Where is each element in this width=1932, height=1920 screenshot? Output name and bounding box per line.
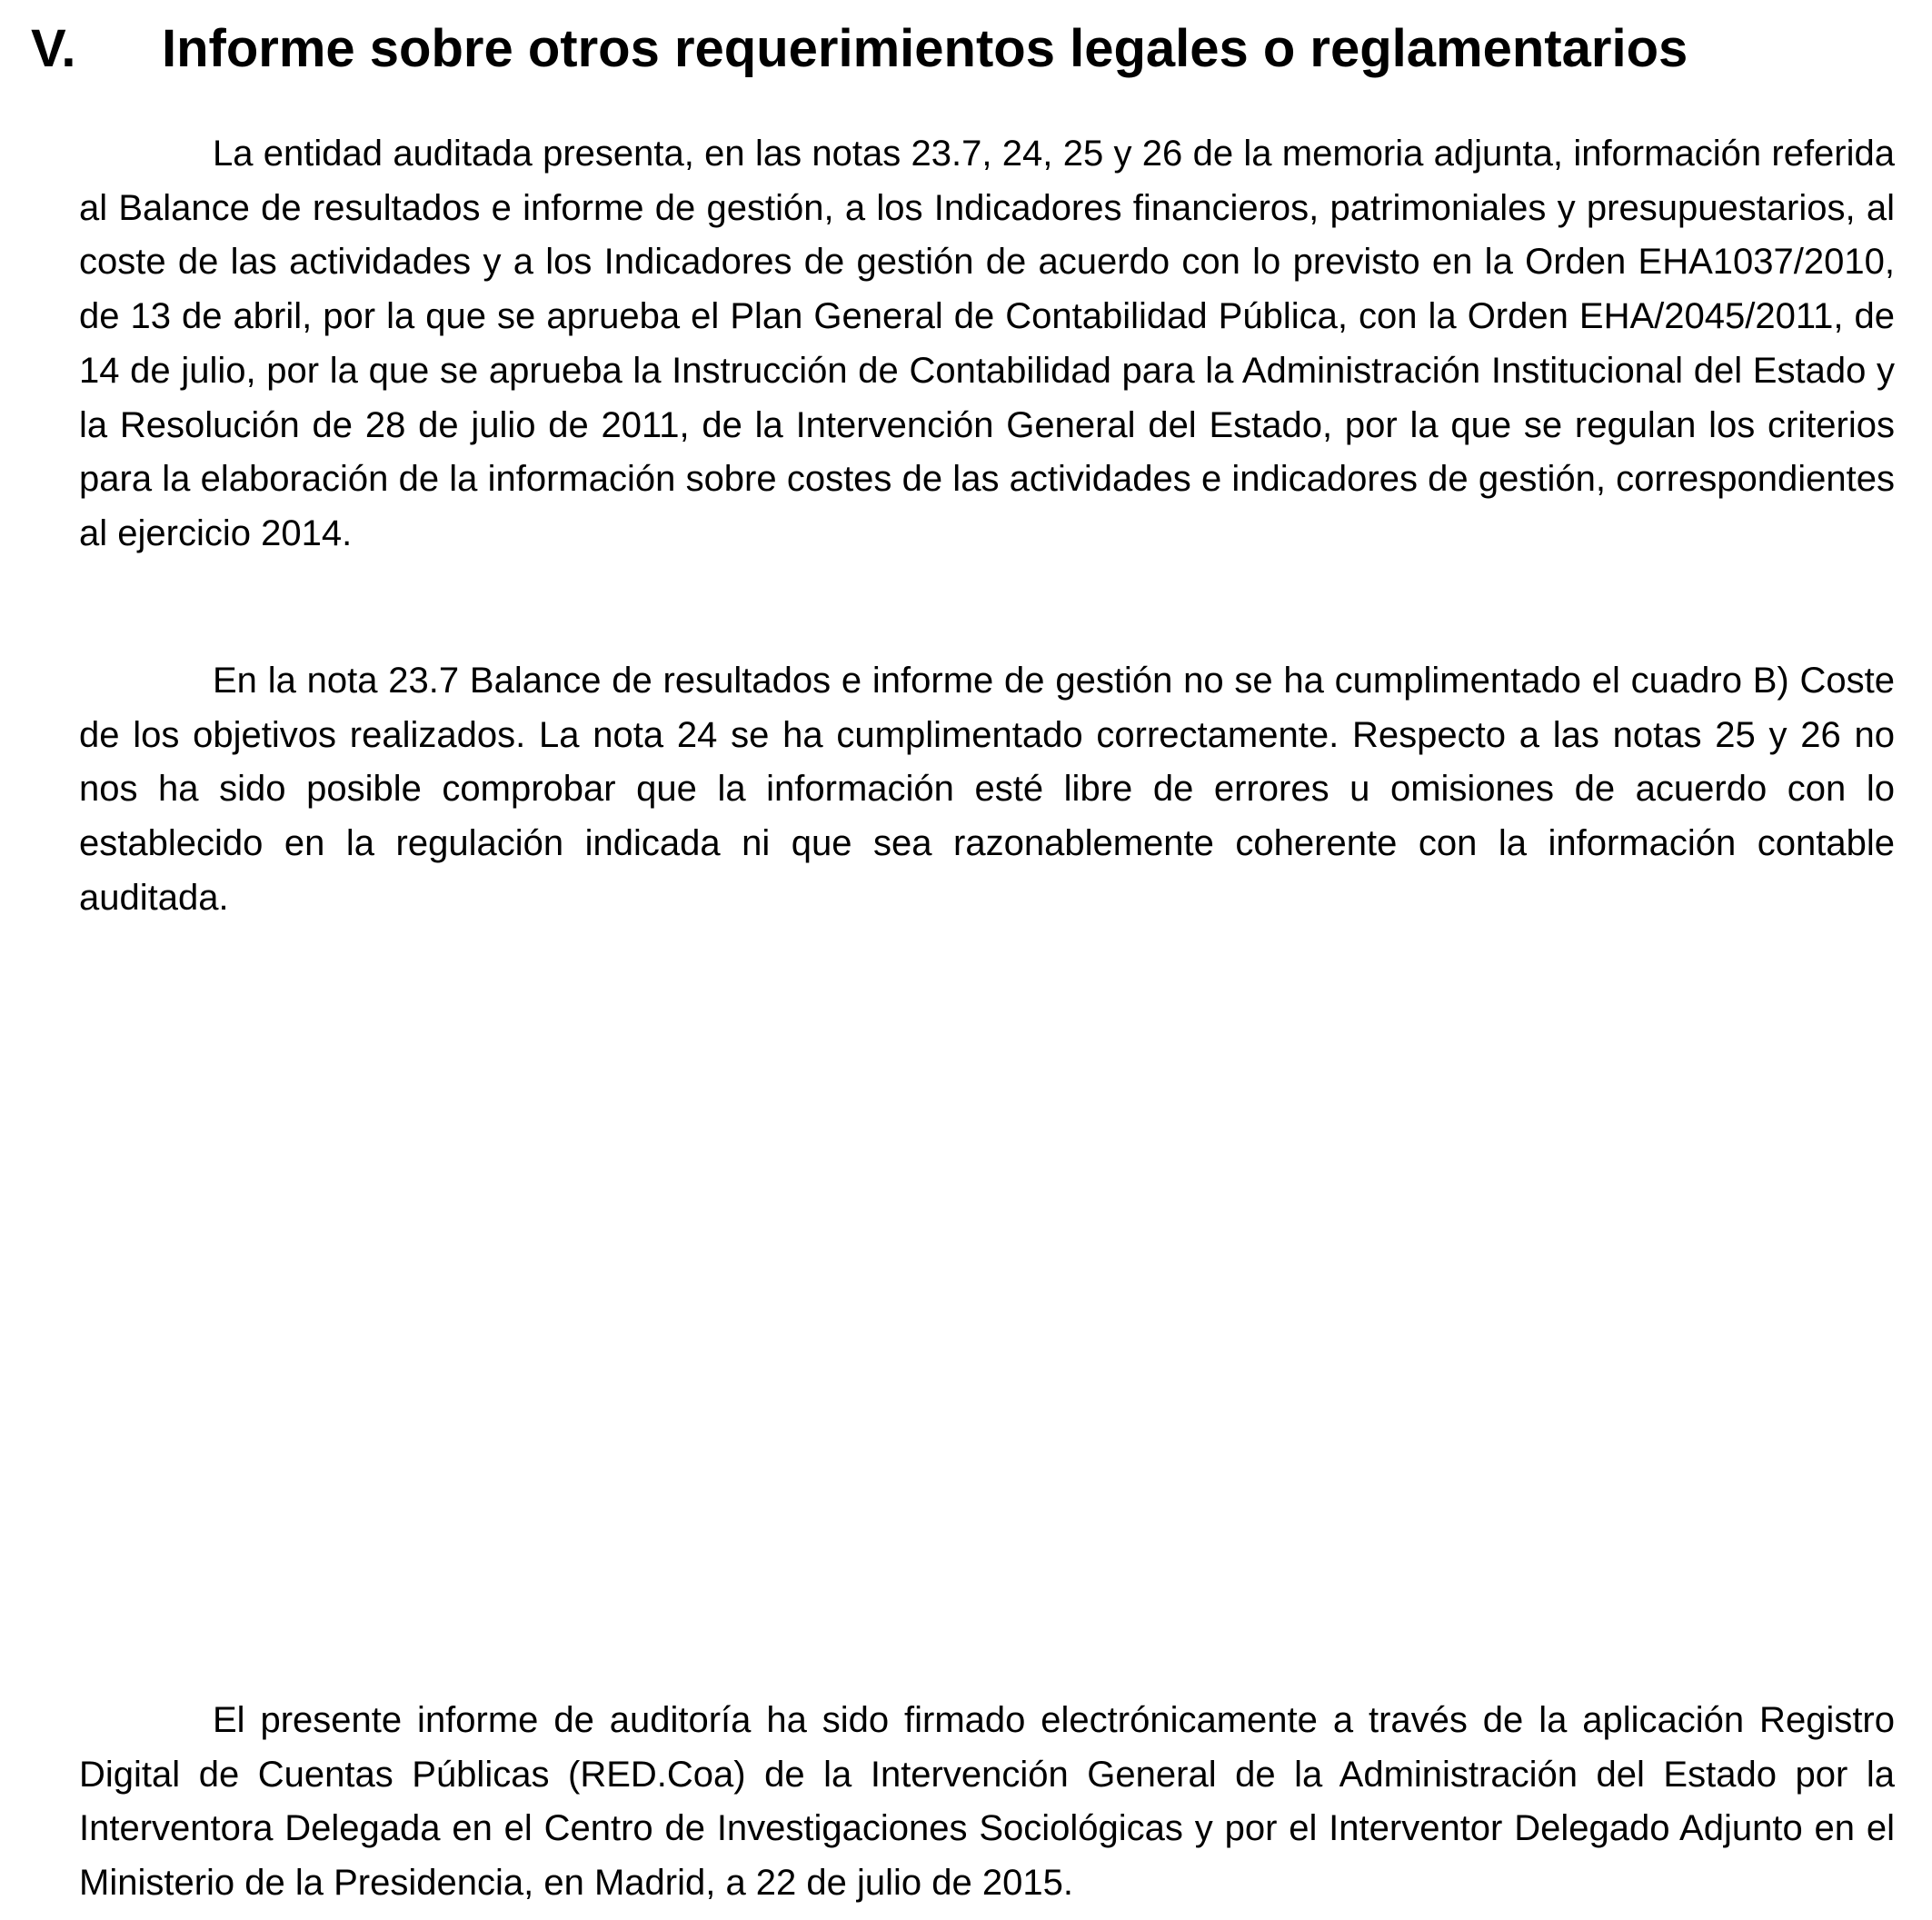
section-heading — [31, 13, 1903, 85]
paragraph-information-presented: La entidad auditada presenta, en las notas 23.7, 24, 25 y 26 de la memoria adjunta, información referida al Balance de resultados e informe de gestión, a los Indicadores financieros, patrimoniales y presupuestarios, al coste de las actividades y a los Indicadores de gestión de acuerdo con lo previsto en la Orden EHA1037/2010, de 13 de abril, por la que se aprueba el Plan General de Contabilidad Pública, con la Orden EHA/2045/2011, de 14 de julio, por la que se aprueba la Instrucción de Contabilidad para la Administración Institucional del Estado y la Resolución de 28 de julio de 2011, de la Intervención General del Estado, por la que se regulan los criterios para la elaboración de la información sobre costes de las actividades e indicadores de gestión, correspondientes al ejercicio 2014. — [79, 134, 1895, 553]
section-number: V. — [31, 19, 76, 78]
paragraph-notes-findings: En la nota 23.7 Balance de resultados e informe de gestión no se ha cumplimentado el cuadro B) Coste de los objetivos realizados. La nota 24 se ha cumplimentado correctamente. Respecto a las notas 25 y 26 no nos ha sido posible comprobar que la información esté libre de errores u omisiones de acuerdo con lo establecido en la regulación indicada ni que sea razonablemente coherente con la información contable auditada. — [79, 661, 1895, 918]
paragraph-electronic-signature: El presente informe de auditoría ha sido firmado electrónicamente a través de la aplicación Registro Digital de Cuentas Públicas (RED.Coa) de la Intervención General de la Administración del Estado por la Interventora Delegada en el Centro de Investigaciones Sociológicas y por el Interventor Delegado Adjunto en el Ministerio de la Presidencia, en Madrid, a 22 de julio de 2015. — [79, 1700, 1895, 1904]
section-title: Informe sobre otros requerimientos legales o reglamentarios — [162, 19, 1688, 78]
